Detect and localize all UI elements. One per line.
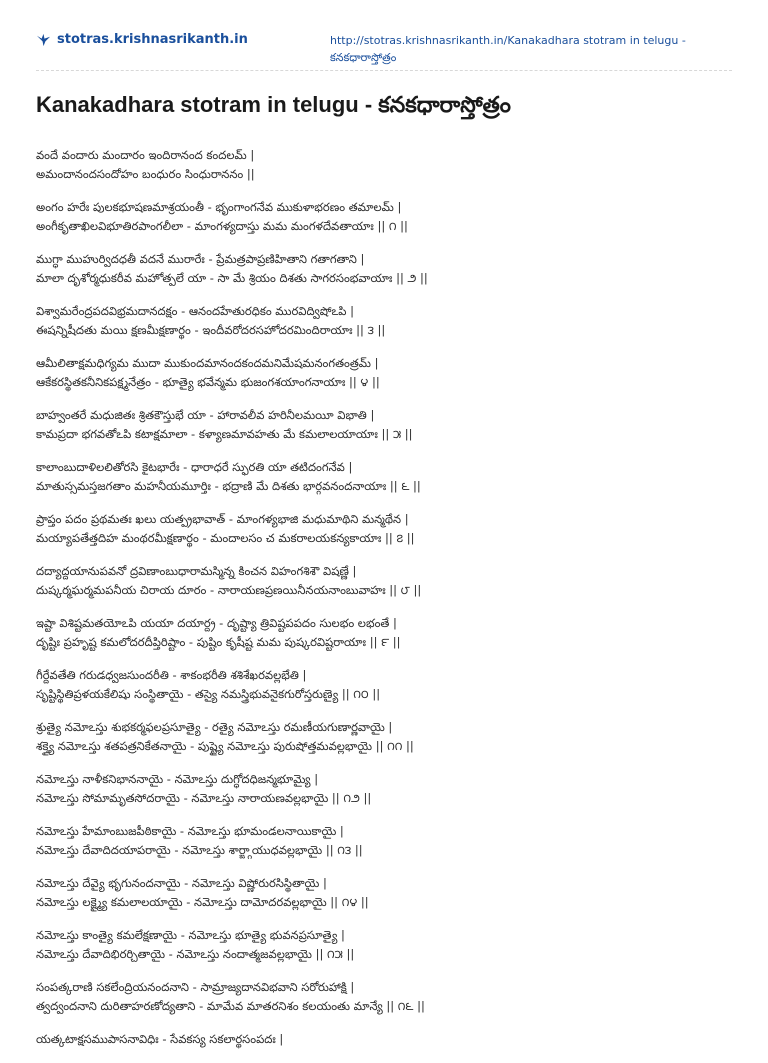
verse-line: అమందానందసందోహం బంధురం సింధురాననం || (36, 167, 255, 181)
verse-line: ఆకేకరస్థితకనీనికపక్ష్మనేత్రం - భూత్యై భవేన్మమ భుజంగశయాంగనాయాః || ౪ || (36, 375, 380, 389)
verse-block (36, 146, 736, 184)
verse-block (36, 874, 736, 912)
verse-block (36, 926, 736, 964)
verse-line: దృష్టిః ప్రహృష్ట కమలోదరదీప్తిరిష్టాం - పుష్టిం కృషీష్ట మమ పుష్కరవిష్టరాయాః || ౯ || (36, 635, 401, 649)
verse-line: ఆమీలితాక్షమధిగ్యమ ముదా ముకుందమానందకందమనిమేషమనంగతంత్రమ్ | (36, 356, 379, 370)
verse-line: త్వద్వందనాని దురితాహరణోద్యతాని - మామేవ మాతరనిశం కలయంతు మాన్యే || ౧౬ || (36, 999, 425, 1013)
verse-block (36, 718, 736, 756)
verse-block (36, 1030, 736, 1049)
site-link[interactable] (36, 32, 248, 47)
verse-block (36, 302, 736, 340)
header-divider (36, 70, 732, 71)
verse-line: వందే వందారు మందారం ఇందిరానంద కందలమ్ | (36, 148, 255, 162)
verse-line: సంపత్కరాణి సకలేంద్రియనందనాని - సామ్రాజ్యదానవిభవాని సరోరుహాక్షి | (36, 980, 355, 994)
verse-block (36, 562, 736, 600)
verse-line: ఈషన్నిషీదతు మయి క్షణమీక్షణార్థం - ఇందీవరోదరసహోదరమిందిరాయాః || ౩ || (36, 323, 386, 337)
verse-line: ముగ్ధా ముహుర్విదధతీ వదనే మురారేః - ప్రేమత్రపాప్రణిహితాని గతాగతాని | (36, 252, 365, 266)
verse-block (36, 666, 736, 704)
verse-line: అంగం హరేః పులకభూషణమాశ్రయంతీ - భృంగాంగనేవ ముకుళాభరణం తమాలమ్ | (36, 200, 402, 214)
verse-line: విశ్వామరేంద్రపదవిభ్రమదానదక్షం - ఆనందహేతురధికం మురవిద్విషోఽపి | (36, 304, 354, 318)
verse-line: ఇష్టా విశిష్టమతయోఽపి యయా దయార్ద్ర - దృష్ట్యా త్రివిష్టపపదం సులభం లభంతే | (36, 616, 397, 630)
verse-list (36, 146, 736, 1063)
page-title: Kanakadhara stotram in telugu - కనకధారాస్తోత్రం (36, 92, 511, 117)
verse-line: సృష్టిస్థితిప్రళయకేలిషు సంస్థితాయై - తస్యై నమస్త్రిభువనైకగురోస్తరుణ్యై || ౧౦ || (36, 687, 381, 701)
verse-line: నమోఽస్తు సోమామృతసోదరాయై - నమోఽస్తు నారాయణవల్లభాయై || ౧౨ || (36, 791, 372, 805)
verse-block (36, 250, 736, 288)
verse-line: అంగీకృతాఖిలవిభూతిరపాంగలీలా - మాంగళ్యదాస్తు మమ మంగళదేవతాయాః || ౧ || (36, 219, 408, 233)
bird-logo-icon (36, 32, 51, 47)
verse-line: మాతుస్సమస్తజగతాం మహనీయమూర్తిః - భద్రాణి మే దిశతు భార్గవనందనాయాః || ౬ || (36, 479, 421, 493)
verse-block (36, 770, 736, 808)
verse-block (36, 354, 736, 392)
verse-line: నమోఽస్తు దేవాదిదయాపరాయై - నమోఽస్తు శార్ఙ్గాయుధవల్లభాయై || ౧౩ || (36, 843, 363, 857)
verse-line: యత్కటాక్షసముపాసనావిధిః - సేవకస్య సకలార్థసంపదః | (36, 1032, 284, 1046)
verse-block (36, 406, 736, 444)
verse-block (36, 510, 736, 548)
verse-line: నమోఽస్తు దేవాదిభిరర్చితాయై - నమోఽస్తు నందాత్మజవల్లభాయై || ౧౫ || (36, 947, 355, 961)
verse-block (36, 198, 736, 236)
verse-line: దద్యాద్దయానుపవనో ద్రవిణాంబుధారామస్మిన్న కించన విహంగశిశౌ విషణ్ణే | (36, 564, 357, 578)
verse-block (36, 978, 736, 1016)
verse-line: నమోఽస్తు హేమాంబుజపీఠికాయై - నమోఽస్తు భూమండలనాయికాయై | (36, 824, 344, 838)
verse-line: ప్రాప్తం పదం ప్రథమతః ఖలు యత్ప్రభావాత్ - మాంగళ్యభాజి మధుమాథిని మన్మథేన | (36, 512, 409, 526)
verse-line: నమోఽస్తు నాళీకనిభాననాయై - నమోఽస్తు దుగ్ధోదధిజన్మభూమ్యై | (36, 772, 319, 786)
verse-block (36, 614, 736, 652)
verse-line: నమోఽస్తు దేవ్యై భృగునందనాయై - నమోఽస్తు విష్ణోరురసిస్థితాయై | (36, 876, 327, 890)
verse-line: కామప్రదా భగవతోఽపి కటాక్షమాలా - కళ్యాణమావహతు మే కమలాలయాయాః || ౫ || (36, 427, 413, 441)
verse-line: కాలాంబుదాళిలలితోరసి కైటభారేః - ధారాధరే స్ఫురతి యా తటిదంగనేవ | (36, 460, 353, 474)
verse-line: నమోఽస్తు కాంత్యై కమలేక్షణాయై - నమోఽస్తు భూత్యై భువనప్రసూత్యై | (36, 928, 345, 942)
verse-line: బాహ్వంతరే మధుజితః శ్రితకౌస్తుభే యా - హారావలీవ హరినీలమయీ విభాతి | (36, 408, 375, 422)
site-name: stotras.krishnasrikanth.in (57, 32, 248, 47)
page-header (36, 30, 732, 70)
verse-block (36, 458, 736, 496)
page-url-link[interactable]: http://stotras.krishnasrikanth.in/Kanakadhara stotram in telugu - కనకధారాస్తోత్రం (330, 34, 686, 64)
verse-line: నమోఽస్తు లక్ష్మ్యై కమలాలయాయై - నమోఽస్తు దామోదరవల్లభాయై || ౧౪ || (36, 895, 369, 909)
verse-line: శక్త్యై నమోఽస్తు శతపత్రనికేతనాయై - పుష్ట్యై నమోఽస్తు పురుషోత్తమవల్లభాయై || ౧౧ || (36, 739, 414, 753)
verse-line: శ్రుత్యై నమోఽస్తు శుభకర్మఫలప్రసూత్యై - రత్యై నమోఽస్తు రమణీయగుణార్ణవాయై | (36, 720, 393, 734)
verse-line: దుష్కర్మఘర్మమపనీయ చిరాయ దూరం - నారాయణప్రణయినీనయనాంబువాహః || ౮ || (36, 583, 422, 597)
verse-line: గీర్దేవతేతి గరుడధ్వజసుందరీతి - శాకంభరీతి శశిశేఖరవల్లభేతి | (36, 668, 307, 682)
verse-line: మాలా దృశోర్మధుకరీవ మహోత్పలే యా - సా మే శ్రియం దిశతు సాగరసంభవాయాః || ౨ || (36, 271, 428, 285)
verse-block (36, 822, 736, 860)
verse-line: మయ్యాపతేత్తదిహ మంథరమీక్షణార్థం - మందాలసం చ మకరాలయకన్యకాయాః || ౭ || (36, 531, 415, 545)
